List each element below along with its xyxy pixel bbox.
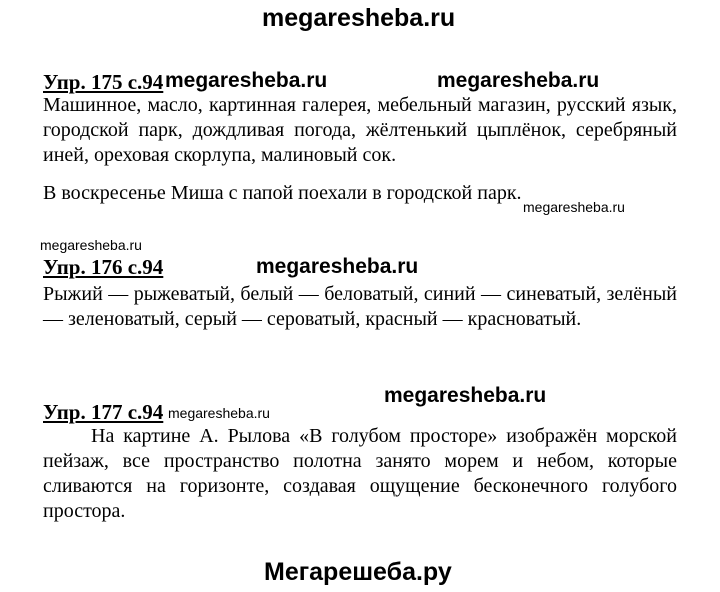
exercise-176-paragraph: Рыжий — рыжеватый, белый — беловатый, синий — синеватый, зелёный — зеленоватый, серый — сероватый, красный — красноватый. bbox=[43, 283, 677, 330]
watermark: megaresheba.ru bbox=[165, 69, 328, 92]
exercise-175-sentence: В воскресенье Миша с папой поехали в городской парк. bbox=[43, 182, 522, 204]
watermark: megaresheba.ru bbox=[256, 255, 419, 278]
watermark: megaresheba.ru bbox=[168, 405, 270, 421]
exercise-177-paragraph: На картине А. Рылова «В голубом просторе» изображён морской пейзаж, все пространство полотна занято морем и небом, которые сливаются на горизонте, создавая ощущение бесконечного голубого простора. bbox=[43, 425, 677, 522]
exercise-177-title: Упр. 177 с.94 bbox=[43, 400, 164, 424]
footer-watermark: Мегарешеба.ру bbox=[264, 558, 452, 586]
watermark: megaresheba.ru bbox=[523, 199, 625, 215]
watermark: megaresheba.ru bbox=[437, 69, 600, 92]
exercise-175-paragraph: Машинное, масло, картинная галерея, мебельный магазин, русский язык, городской парк, дождливая погода, жёлтенький цыплёнок, серебряный иней, ореховая скорлупа, малиновый сок. bbox=[43, 94, 677, 166]
exercise-176-title: Упр. 176 с.94 bbox=[43, 255, 164, 279]
watermark: megaresheba.ru bbox=[40, 237, 142, 253]
exercise-175-title: Упр. 175 с.94 bbox=[43, 70, 164, 94]
watermark: megaresheba.ru bbox=[384, 384, 547, 407]
header-watermark: megaresheba.ru bbox=[262, 4, 456, 32]
